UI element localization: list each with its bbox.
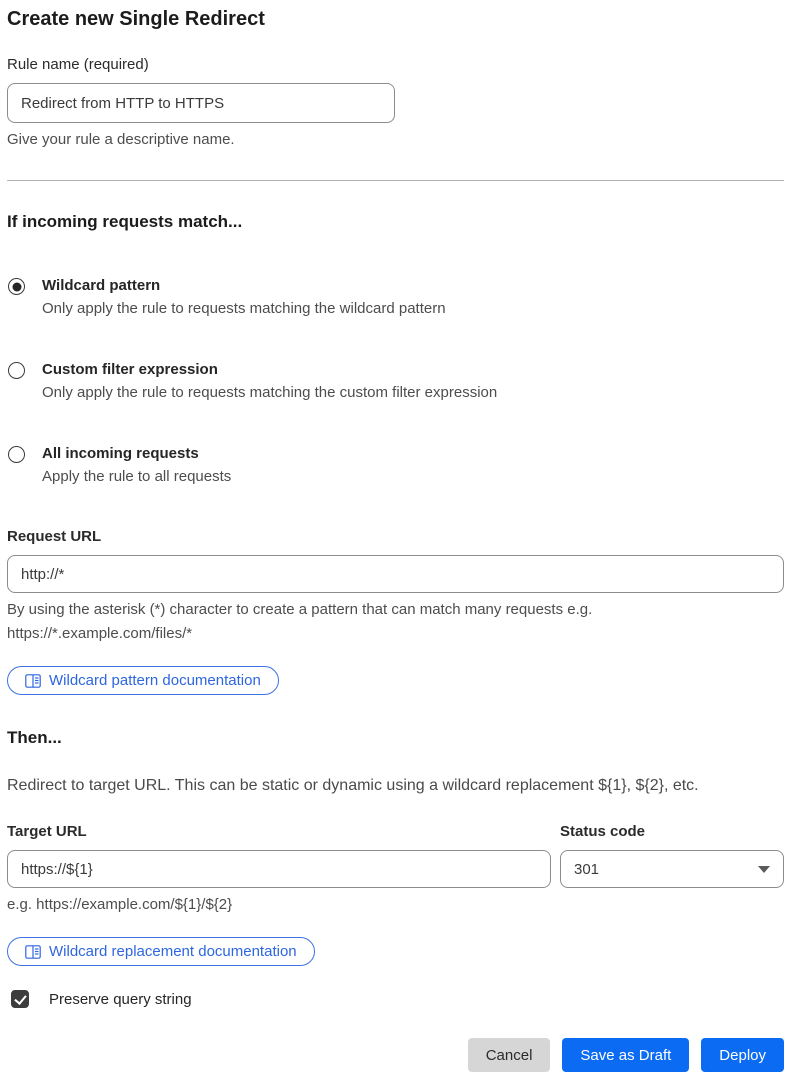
request-url-input[interactable] — [7, 555, 784, 593]
radio-option-label: Custom filter expression — [42, 361, 218, 378]
status-code-label: Status code — [560, 823, 646, 840]
target-url-label: Target URL — [7, 823, 87, 840]
save-as-draft-button[interactable]: Save as Draft — [562, 1038, 689, 1072]
request-url-label: Request URL — [7, 528, 102, 545]
target-url-help: e.g. https://example.com/${1}/${2} — [7, 896, 233, 913]
form-actions — [7, 1038, 784, 1072]
radio-option-description: Only apply the rule to requests matching the wildcard pattern — [42, 300, 446, 317]
radio-option-all-requests[interactable] — [7, 445, 784, 485]
request-url-help-line2: https://*.example.com/files/* — [7, 625, 193, 642]
wildcard-replacement-doc-label: Wildcard replacement documentation — [49, 943, 297, 960]
radio-option-wildcard-pattern[interactable] — [7, 277, 784, 317]
all-incoming-requests-radio[interactable] — [8, 446, 25, 463]
match-section-heading: If incoming requests match... — [7, 212, 243, 231]
book-icon — [25, 674, 41, 688]
wildcard-pattern-doc-label: Wildcard pattern documentation — [49, 672, 261, 689]
page-title: Create new Single Redirect — [7, 8, 265, 30]
book-icon — [25, 945, 41, 959]
wildcard-replacement-doc-button[interactable] — [7, 937, 315, 966]
rule-name-help: Give your rule a descriptive name. — [7, 131, 235, 148]
radio-option-description: Only apply the rule to requests matching the custom filter expression — [42, 384, 498, 401]
wildcard-pattern-radio[interactable] — [8, 278, 25, 295]
chevron-down-icon — [758, 866, 770, 873]
radio-option-description: Apply the rule to all requests — [42, 468, 232, 485]
radio-option-label: All incoming requests — [42, 445, 199, 462]
rule-name-label: Rule name (required) — [7, 56, 149, 73]
then-section-heading: Then... — [7, 728, 62, 747]
section-divider — [7, 180, 784, 181]
wildcard-pattern-doc-button[interactable] — [7, 666, 279, 695]
custom-filter-radio[interactable] — [8, 362, 25, 379]
request-url-help-line1: By using the asterisk (*) character to create a pattern that can match many requests e.g. — [7, 601, 593, 618]
then-section-description: Redirect to target URL. This can be static or dynamic using a wildcard replacement ${1}, ${2}, etc. — [7, 777, 699, 794]
preserve-query-string-row[interactable] — [7, 987, 784, 1011]
status-code-value: 301 — [574, 860, 600, 878]
target-url-input[interactable] — [7, 850, 551, 888]
rule-name-input[interactable] — [7, 83, 395, 123]
status-code-select[interactable] — [560, 850, 784, 888]
radio-option-label: Wildcard pattern — [42, 277, 161, 294]
match-radio-group — [7, 277, 784, 485]
deploy-button[interactable]: Deploy — [701, 1038, 784, 1072]
preserve-query-string-label: Preserve query string — [49, 990, 192, 1008]
radio-option-custom-filter[interactable] — [7, 361, 784, 401]
cancel-button[interactable]: Cancel — [468, 1038, 551, 1072]
preserve-query-string-checkbox[interactable] — [11, 990, 29, 1008]
